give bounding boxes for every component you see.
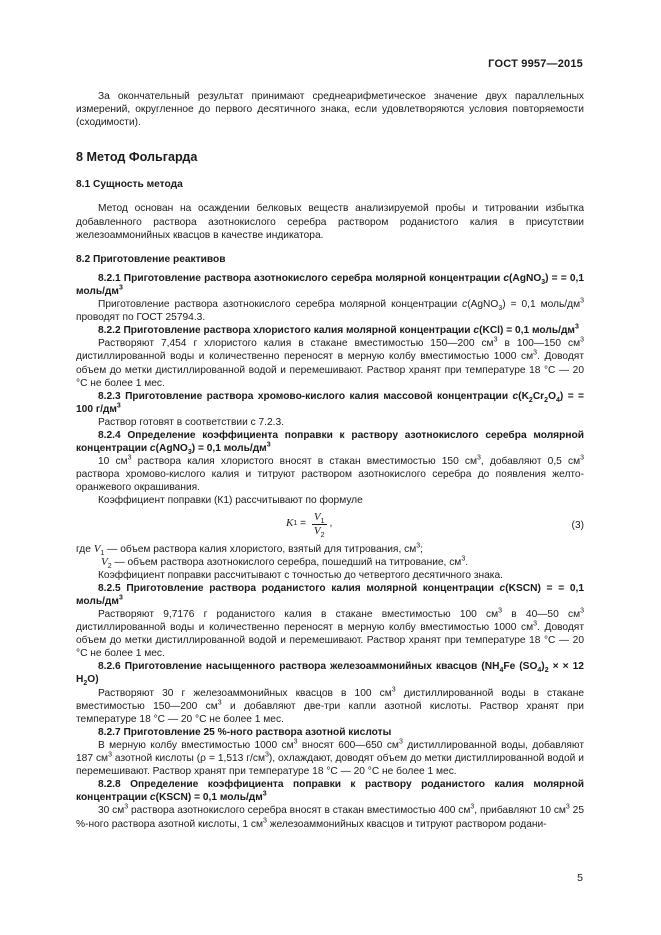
precision-note: Коэффициент поправки рассчитывают с точностью до четвертого десятичного знака. [98,569,503,581]
section-8-2-3-heading: 8.2.3 Приготовление раствора хромово-кислого калия массовой концентрации $c(K_2Cr_2O_4)$ = = 100 $г/дм^3$ [76,390,585,415]
page-number: 5 [577,872,583,884]
formula-where-v2: $V_2$ — объем раствора азотнокислого серебра, пошедший на титрование, $см^3$. [101,555,469,570]
section-8-2-3-text: Раствор готовят в соответствии с 7.2.3. [98,416,284,428]
coefficient-formula-intro: Коэффициент поправки (К1) рассчитывают по формуле [98,495,363,507]
formula-fraction: $\frac{V_1}{V_2}$ [313,510,325,539]
section-8-2-6-text: Растворяют 30 г железоаммонийных квасцов в 100 $см^3$ дистиллированной воды в стакане вместимостью 150—200 $см^3$ и добавляют две-три капли азотной кислоты. Раствор хранят при температуре 18 °С — 20 °С не более 1 мес. [76,686,584,725]
page-content [76,90,584,831]
section-8-2-2-text: Растворяют 7,454 г хлористого калия в стакане вместимостью 150—200 $см^3$ в 100—150 $см^3$ дистиллированной воды и количественно переносят в мерную колбу вместимостью 1000 $см^3$. Доводят объем до метки дистиллированной водой и перемешивают. Раствор хранят при температуре 18 °С — 20 °С не более 1 мес. [76,336,584,389]
section-8-2-2-heading: 8.2.2 Приготовление раствора хлористого калия молярной концентрации c(KCl) = 0,1 моль/$дм^3$ [98,323,579,337]
section-8-2-5-text: Растворяют 9,7176 г роданистого калия в стакане вместимостью 100 $см^3$ в 40—50 $см^3$ дистиллированной воды и количественно переносят в мерную колбу вместимостью 1000 $см^3$. Доводят объем до метки дистиллированной водой и перемешивают. Раствор хранят при температуре 18 °С — 20 °С не более 1 мес. [76,607,584,660]
section-8-2-7-text: В мерную колбу вместимостью 1000 $см^3$ вносят 600—650 $см^3$ дистиллированной воды, добавляют 187 $см^3$ азотной кислоты (ρ = 1,513 $г/см^3$), охлаждают, доводят объем до метки дистиллированной водой и перемешивают. Раствор хранят при температуре 18 °С — 20 °С не более 1 мес. [76,738,584,778]
section-8-2-5-heading: 8.2.5 Приготовление раствора роданистого калия молярной концентрации c(KSCN) = = 0,1 моль/$дм^3$ [76,582,584,607]
section-8-2-heading: 8.2 Приготовление реактивов [76,253,226,265]
section-8-2-4-text: 10 $см^3$ раствора калия хлористого вносят в стакан вместимостью 150 $см^3$, добавляют 0,5 $см^3$ раствора хромово-кислого калия и титруют раствором азотнокислого серебра до появления желто-оранжевого окрашивания. [76,454,584,494]
section-8-2-8-text: 30 $см^3$ раствора азотнокислого серебра вносят в стакан вместимостью 400 $см^3$, прибавляют 10 $см^3$ 25 %-ного раствора азотной кислоты, 1 $см^3$ железоаммонийных квасцов и титруют раствором родани- [76,804,584,830]
section-8-2-4-heading: 8.2.4 Определение коэффициента поправки к раствору азотнокислого серебра молярной концентрации c(AgNO$_3$) = 0,1 моль/$дм^3$ [76,429,584,457]
section-8-2-8-heading: 8.2.8 Определение коэффициента поправки к раствору роданистого калия молярной концентрации c(KSCN) = 0,1 моль/$дм^3$ [76,779,584,804]
section-8-2-1-text: Приготовление раствора азотнокислого серебра молярной концентрации c(AgNO$_3$) = 0,1 моль/$дм^3$ проводят по ГОСТ 25794.3. [76,297,584,324]
section-8-1-text: Метод основан на осаждении белковых веществ анализируемой пробы и титровании избытка добавленного раствора азотнокислого серебра раствором роданистого калия в присутствии железоаммонийных квасцов в качестве индикатора. [76,203,584,241]
section-8-heading: 8 Метод Фольгарда [76,150,198,165]
section-8-2-6-heading: 8.2.6 Приготовление насыщенного раствора железоаммонийных квасцов ($NH_4Fe$ $(SO_4)_2$ × × 12 $H_2O$) [76,661,584,688]
formula-number: (3) [571,519,584,531]
formula-where-v1: где $V_1$ — объем раствора калия хлористого, взятый для титрования, $см^3$; [76,542,423,557]
section-8-2-7-heading: 8.2.7 Приготовление 25 %-ного раствора азотной кислоты [98,726,392,738]
intro-paragraph: За окончательный результат принимают среднеарифметическое значение двух параллельных измерений, округленное до первого десятичного знака, если удовлетворяются условия повторяемости (сходимости). [76,91,584,129]
formula-expression: K 1 = $\frac{V_1}{V_2}$ , [286,510,333,539]
formula-3 [76,510,584,540]
standard-code: ГОСТ 9957—2015 [488,58,583,70]
section-8-1-heading: 8.1 Сущность метода [76,179,183,191]
section-8-2-1-heading: 8.2.1 Приготовление раствора азотнокислого серебра молярной концентрации c(AgNO$_3$) = = 0,1 моль/$дм^3$ [76,272,584,297]
